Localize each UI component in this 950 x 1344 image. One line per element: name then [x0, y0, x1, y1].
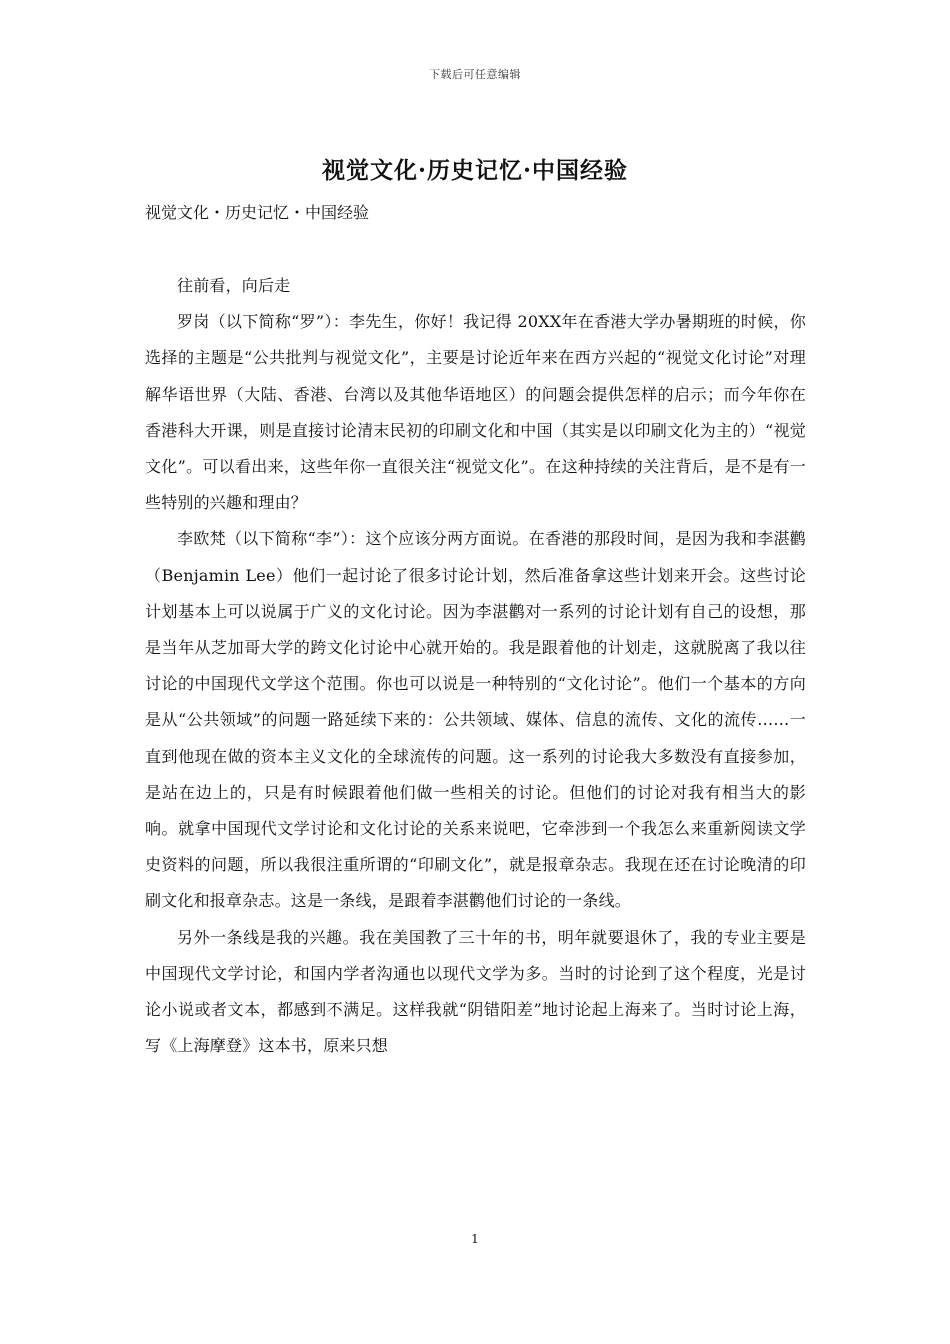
document-body	[145, 268, 806, 1064]
header-note: 下载后可任意编辑	[429, 68, 521, 81]
paragraph-heading: 往前看，向后走	[177, 276, 291, 295]
document-subtitle: 视觉文化・历史记忆・中国经验	[145, 203, 370, 222]
paragraph: 罗岗（以下简称“罗”）：李先生，你好！我记得 20XX年在香港大学办暑期班的时候，你选择的主题是“公共批判与视觉文化”，主要是讨论近年来在西方兴起的“视觉文化讨论”对理解华语世界（大陆、香港、台湾以及其他华语地区）的问题会提供怎样的启示；而今年你在香港科大开课，则是直接讨论清末民初的印刷文化和中国（其实是以印刷文化为主的）“视觉文化”。可以看出来，这些年你一直很关注“视觉文化”。在这种持续的关注背后，是不是有一些特别的兴趣和理由？	[145, 312, 806, 513]
paragraph: 李欧梵（以下简称“李”）：这个应该分两方面说。在香港的那段时间，是因为我和李湛鹳（Benjamin Lee）他们一起讨论了很多讨论计划，然后准备拿这些计划来开会。这些讨论计划基本上可以说属于广义的文化讨论。因为李湛鹳对一系列的讨论计划有自己的设想，那是当年从芝加哥大学的跨文化讨论中心就开始的。我是跟着他的计划走，这就脱离了我以往讨论的中国现代文学这个范围。你也可以说是一种特别的“文化讨论”。他们一个基本的方向是从“公共领域”的问题一路延续下来的：公共领域、媒体、信息的流传、文化的流传……一直到他现在做的资本主义文化的全球流传的问题。这一系列的讨论我大多数没有直接参加，是站在边上的，只是有时候跟着他们做一些相关的讨论。但他们的讨论对我有相当大的影响。就拿中国现代文学讨论和文化讨论的关系来说吧，它牵涉到一个我怎么来重新阅读文学史资料的问题，所以我很注重所谓的“印刷文化”，就是报章杂志。我现在还在讨论晚清的印刷文化和报章杂志。这是一条线，是跟着李湛鹳他们讨论的一条线。	[145, 529, 806, 911]
paragraph: 另外一条线是我的兴趣。我在美国教了三十年的书，明年就要退休了，我的专业主要是中国现代文学讨论，和国内学者沟通也以现代文学为多。当时的讨论到了这个程度，光是讨论小说或者文本，都感到不满足。这样我就“阴错阳差”地讨论起上海来了。当时讨论上海，写《上海摩登》这本书，原来只想	[145, 927, 806, 1056]
document-title: 视觉文化·历史记忆·中国经验	[321, 157, 628, 184]
page-number: 1	[471, 1232, 479, 1246]
